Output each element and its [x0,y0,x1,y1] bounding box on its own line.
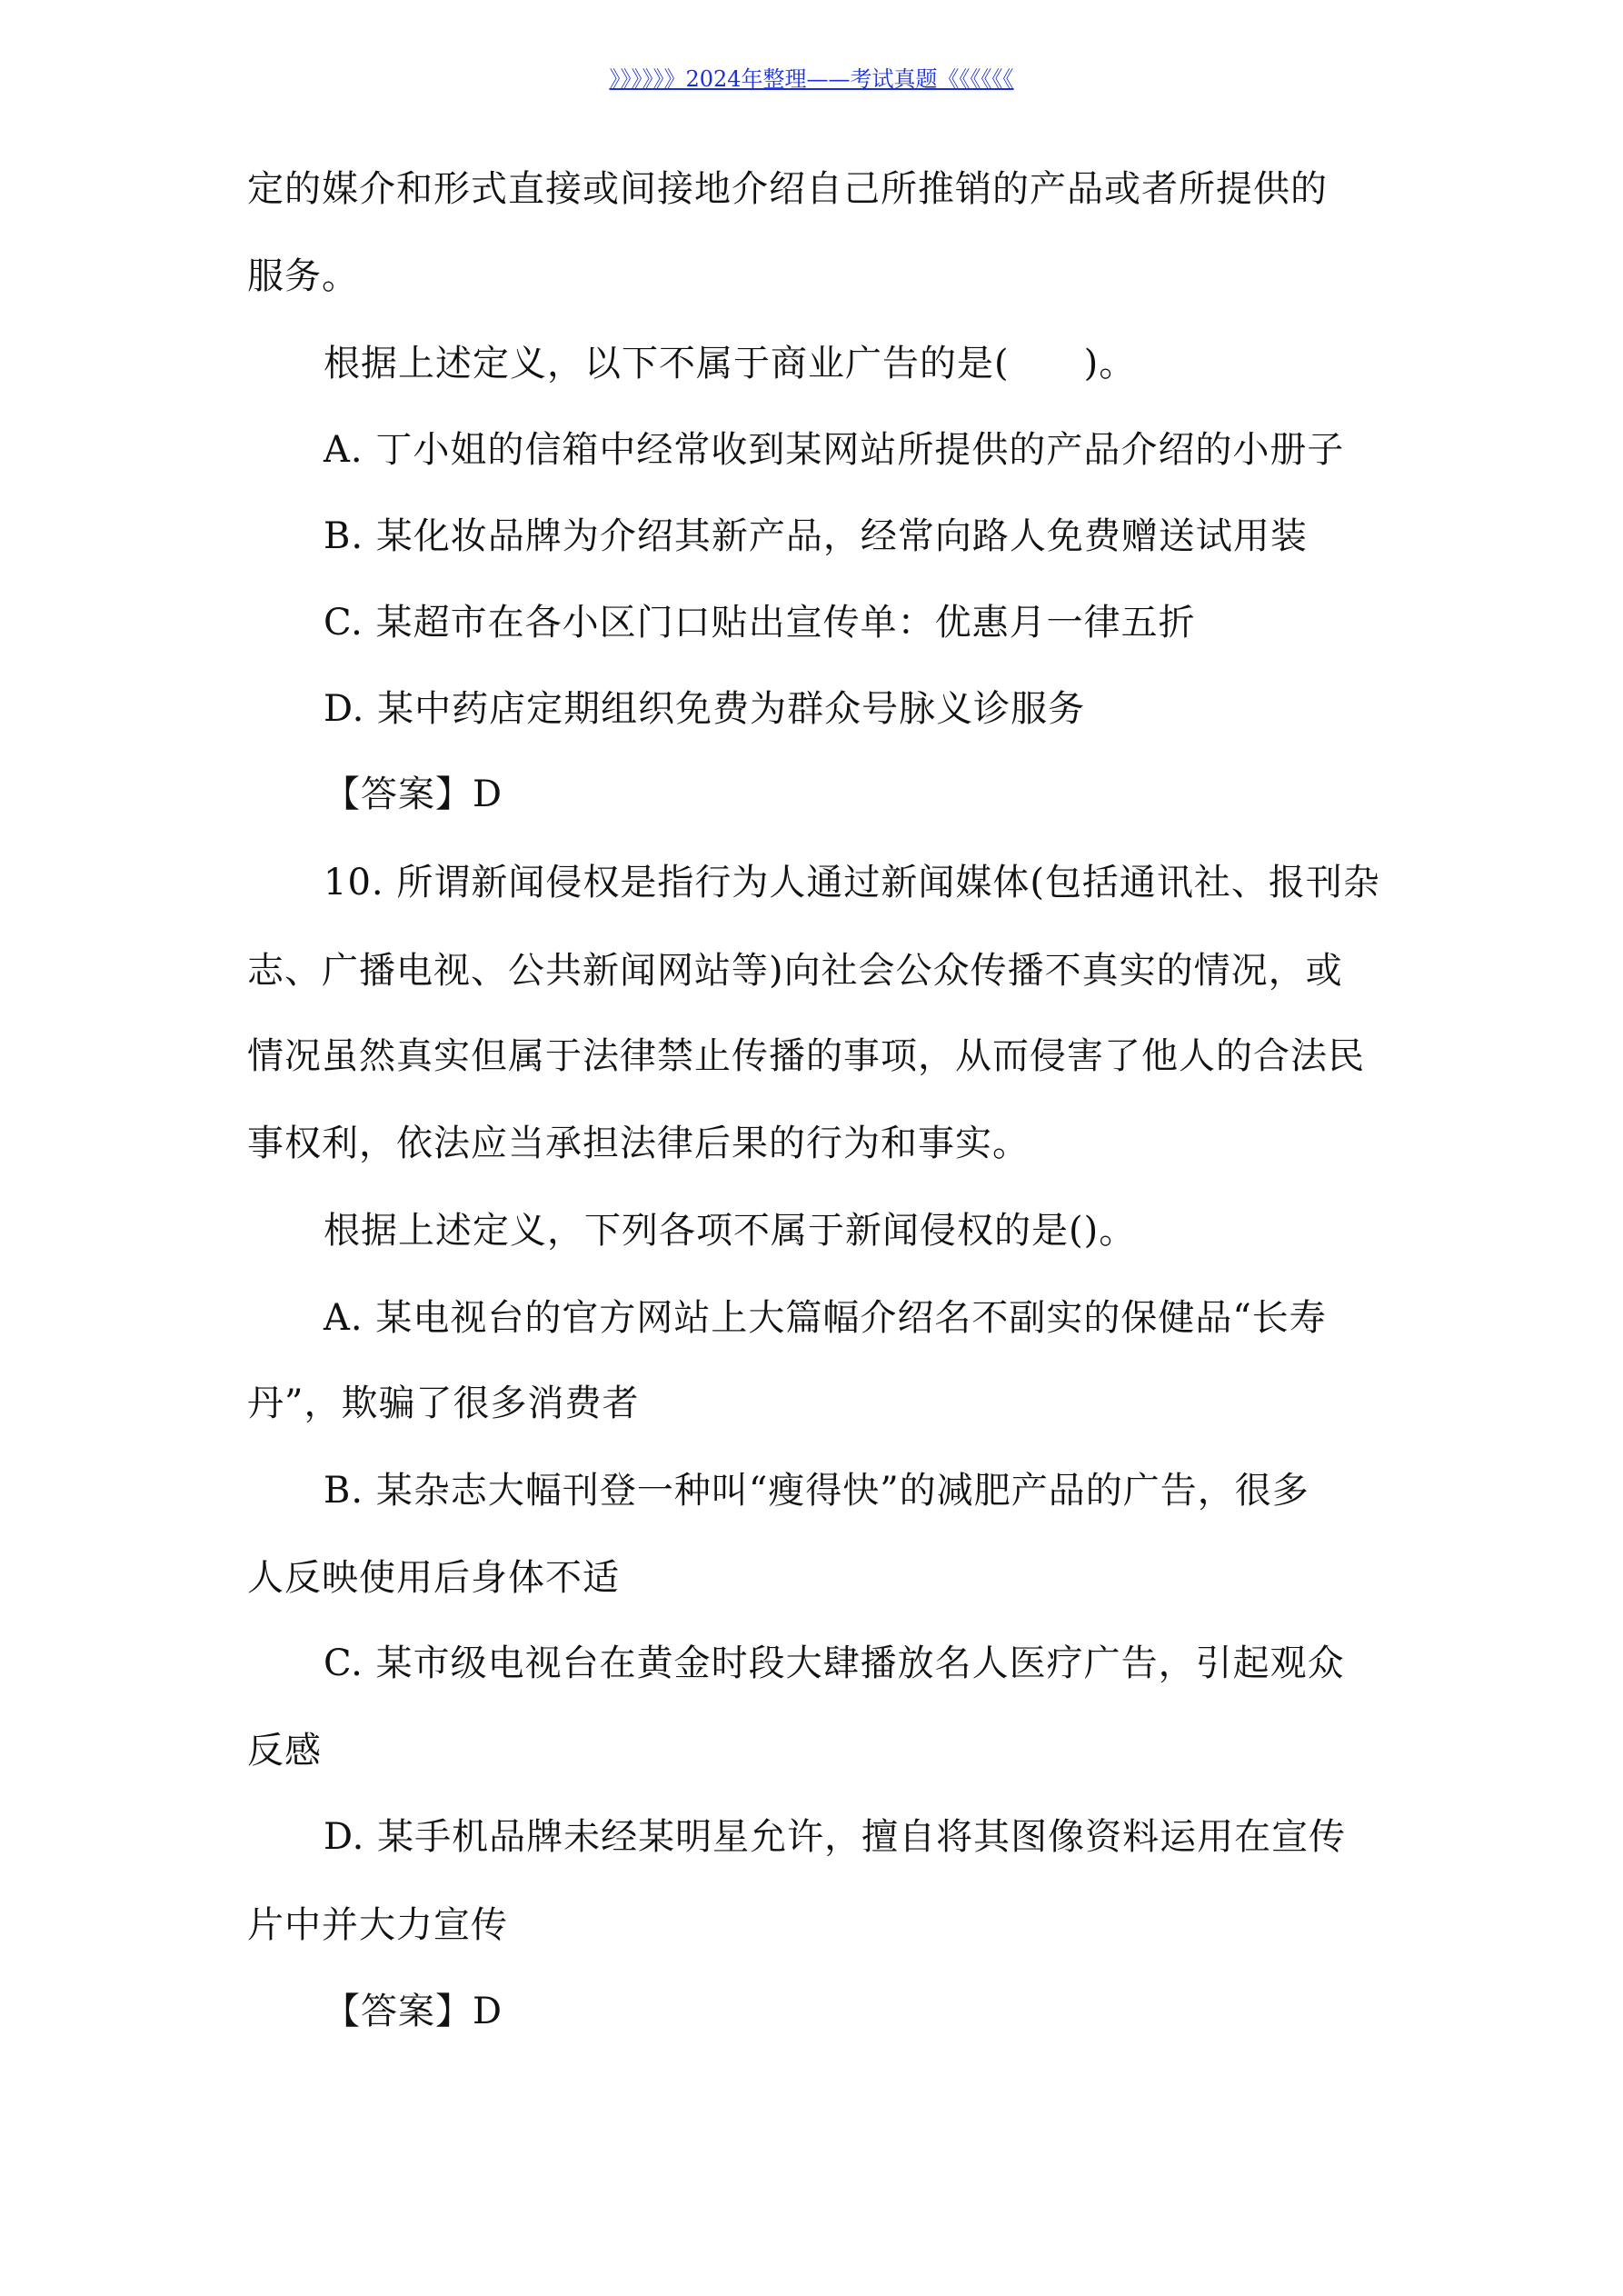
option-b: B. 某化妆品牌为介绍其新产品，经常向路人免费赠送试用装 [324,515,1308,557]
answer: 【答案】D [324,774,503,815]
option-b-cont: 人反映使用后身体不适 [247,1557,620,1599]
text-line: 志、广播电视、公共新闻网站等)向社会公众传播不真实的情况，或 [247,950,1343,992]
option-d-cont: 片中并大力宣传 [247,1904,508,1946]
option-a-cont: 丹”，欺骗了很多消费者 [247,1383,640,1424]
option-d: D. 某手机品牌未经某明星允许，擅自将其图像资料运用在宣传 [324,1816,1347,1858]
text-line: 服务。 [247,255,359,297]
option-c-cont: 反感 [247,1730,322,1772]
answer: 【答案】D [324,1991,503,2032]
question-stem: 根据上述定义，以下不属于商业广告的是( )。 [324,343,1137,384]
text-line: 事权利，依法应当承担法律后果的行为和事实。 [247,1123,1030,1164]
header-link[interactable]: 》》》》》》2024年整理——考试真题《《《《《《 [609,66,1014,92]
question-stem: 根据上述定义，下列各项不属于新闻侵权的是()。 [324,1210,1137,1252]
option-c: C. 某市级电视台在黄金时段大肆播放名人医疗广告，引起观众 [324,1642,1345,1684]
text-line: 情况虽然真实但属于法律禁止传播的事项，从而侵害了他人的合法民 [247,1035,1365,1077]
option-d: D. 某中药店定期组织免费为群众号脉义诊服务 [324,688,1086,730]
option-c: C. 某超市在各小区门口贴出宣传单：优惠月一律五折 [324,602,1196,644]
option-a: A. 某电视台的官方网站上大篇幅介绍名不副实的保健品“长寿 [324,1297,1327,1339]
text-line: 定的媒介和形式直接或间接地介绍自己所推销的产品或者所提供的 [247,168,1328,210]
question-title: 10. 所谓新闻侵权是指行为人通过新闻媒体(包括通讯社、报刊杂 [324,862,1380,903]
option-b: B. 某杂志大幅刊登一种叫“瘦得快”的减肥产品的广告，很多 [324,1470,1309,1512]
option-a: A. 丁小姐的信箱中经常收到某网站所提供的产品介绍的小册子 [324,429,1345,471]
